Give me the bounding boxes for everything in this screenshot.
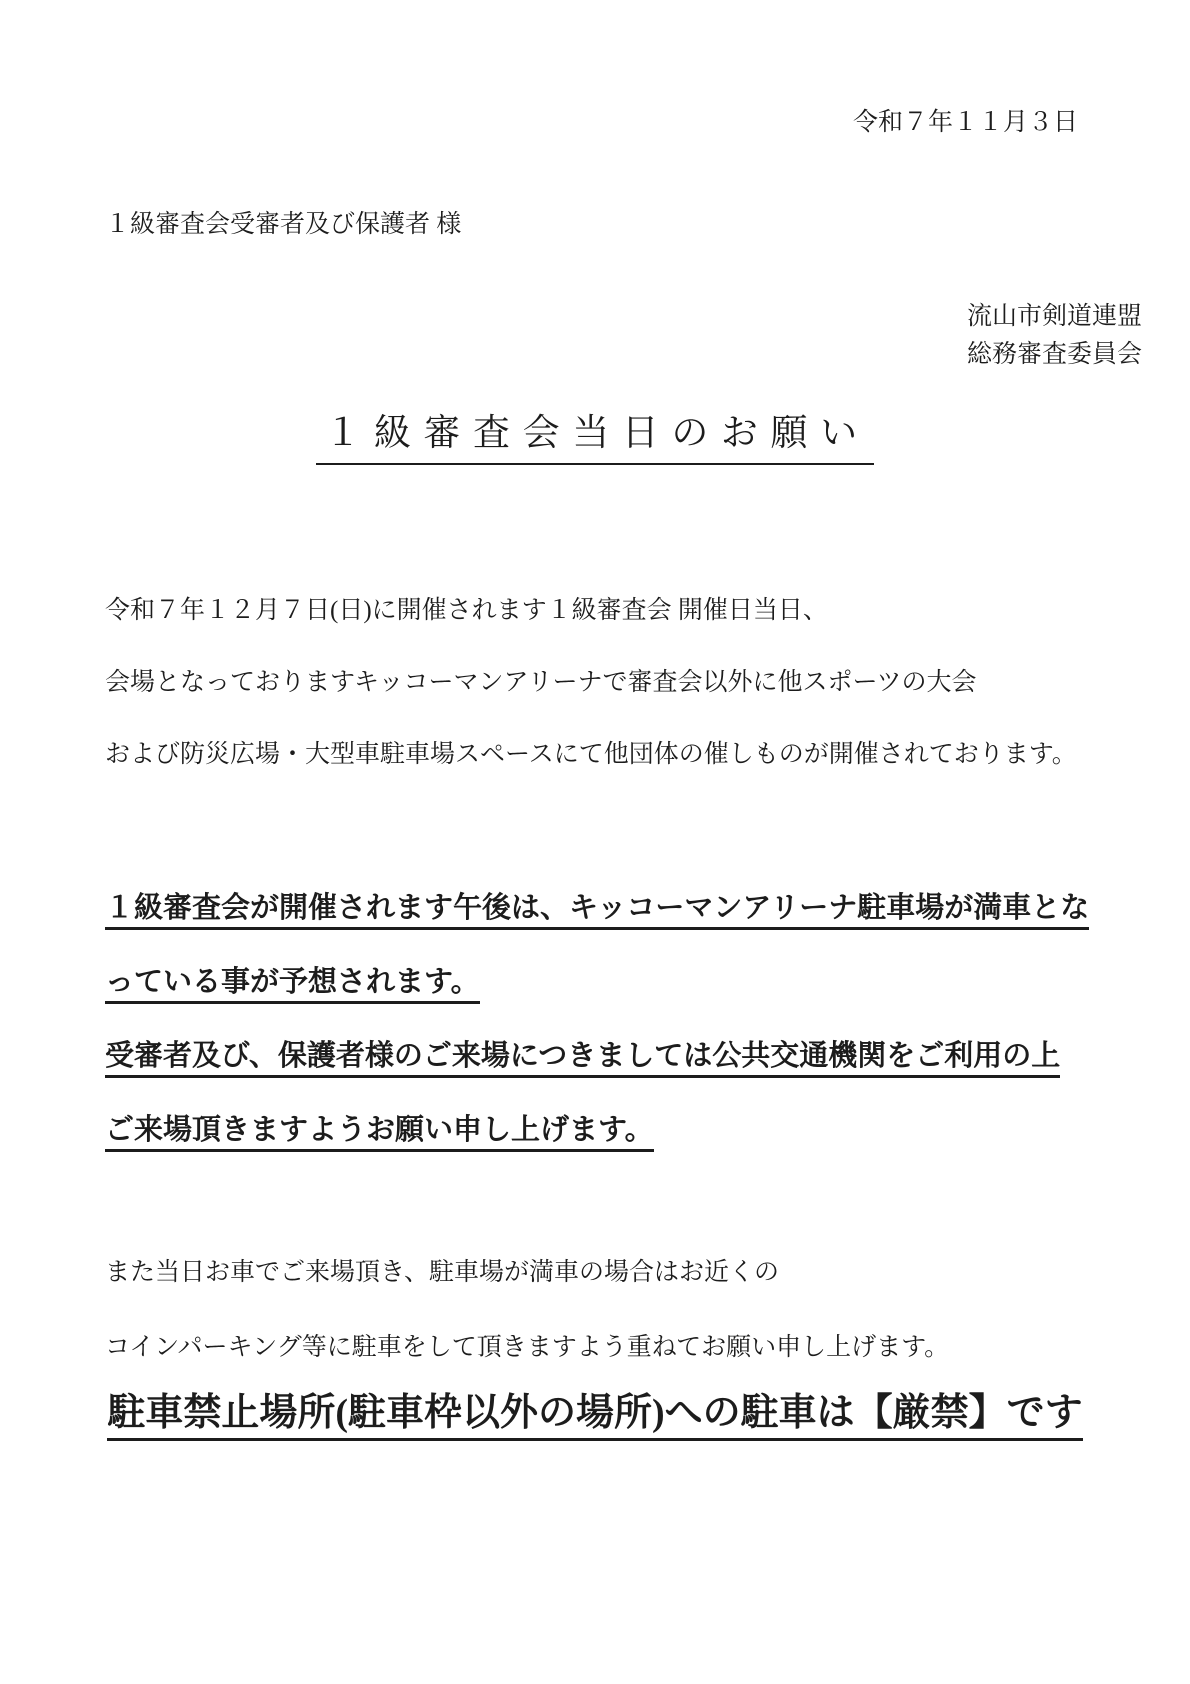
parking-warning — [0, 1385, 1190, 1441]
document-date: 令和７年１１月３日 — [852, 109, 1078, 136]
parking-warning-text: 駐車禁止場所(駐車枠以外の場所)への駐車は【厳禁】です — [107, 1392, 1082, 1441]
intro-line: および防災広場・大型車駐車場スペースにて他団体の催しものが開催されております。 — [105, 741, 1077, 768]
intro-paragraph — [0, 575, 1190, 791]
emphasis-line-text: っている事が予想されます。 — [105, 966, 480, 1004]
emphasis-line — [105, 1019, 1190, 1093]
emphasis-line-text: １級審査会が開催されます午後は、キッコーマンアリーナ駐車場が満車とな — [105, 892, 1089, 930]
emphasis-line — [105, 1093, 1190, 1167]
emphasis-line — [105, 945, 1190, 1019]
document-title — [0, 410, 1190, 465]
document-title-text: １級審査会当日のお願い — [316, 410, 873, 465]
emphasis-line — [105, 871, 1190, 945]
closing-line: コインパーキング等に駐車をして頂きますよう重ねてお願い申し上げます。 — [105, 1334, 950, 1361]
closing-paragraph — [0, 1235, 1190, 1385]
intro-line: 会場となっておりますキッコーマンアリーナで審査会以外に他スポーツの大会 — [105, 669, 977, 696]
sender-organization: 流山市剣道連盟 — [966, 303, 1142, 330]
intro-line: 令和７年１２月７日(日)に開催されます１級審査会 開催日当日、 — [105, 597, 828, 624]
sender-committee: 総務審査委員会 — [966, 341, 1142, 368]
sender-block — [0, 298, 1190, 374]
addressee: １級審査会受審者及び保護者 様 — [105, 211, 462, 238]
emphasis-line-text: ご来場頂きますようお願い申し上げます。 — [105, 1114, 654, 1152]
emphasis-line-text: 受審者及び、保護者様のご来場につきましては公共交通機関をご利用の上 — [105, 1040, 1060, 1078]
emphasis-paragraph — [0, 871, 1190, 1167]
closing-line: また当日お車でご来場頂き、駐車場が満車の場合はお近くの — [105, 1259, 780, 1286]
